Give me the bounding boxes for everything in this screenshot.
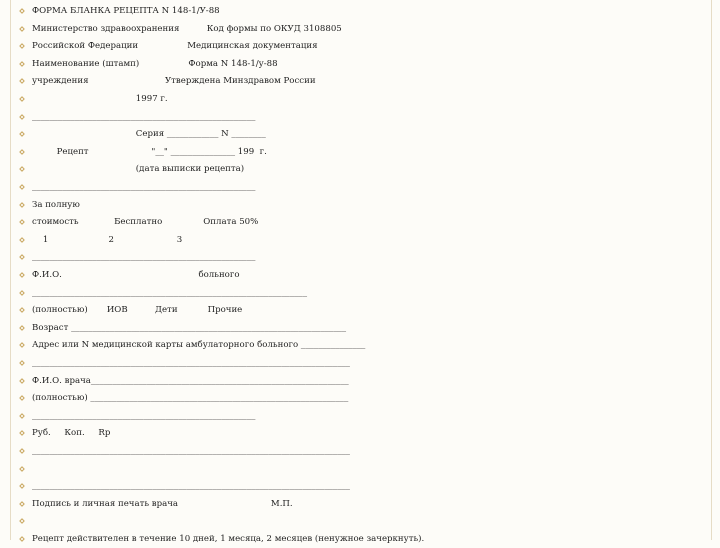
- form-line: [10, 513, 700, 530]
- form-line: [10, 91, 700, 108]
- form-line-text: Руб. Коп. Rp: [32, 428, 111, 439]
- form-line-text: Рецепт действителен в течение 10 дней, 1 месяца, 2 месяцев (ненужное зачеркнуть).: [32, 534, 425, 544]
- bullet-icon: [19, 483, 25, 489]
- form-line: [10, 179, 700, 196]
- bullet-icon: [19, 501, 25, 507]
- form-line-text: учреждения Утверждена Минздравом России: [32, 76, 316, 87]
- bullet-icon: [19, 96, 25, 102]
- form-line-text: Рецепт "__" _______________ 199 г.: [32, 146, 267, 157]
- form-line: [10, 496, 700, 513]
- form-line-text: (полностью) ____________________________________________________________: [32, 393, 349, 404]
- form-line-text: ____________________________________________________: [32, 182, 256, 192]
- form-line-text: Адрес или N медицинской карты амбулаторного больного _______________: [32, 340, 366, 351]
- bullet-icon: [19, 431, 25, 437]
- bullet-icon: [19, 519, 25, 525]
- bullet-icon: [19, 114, 25, 120]
- form-line: [10, 161, 700, 178]
- bullet-icon: [19, 360, 25, 366]
- bullet-icon: [19, 149, 25, 155]
- bullet-icon: [19, 378, 25, 384]
- bullet-icon: [19, 61, 25, 67]
- bullet-icon: [19, 219, 25, 225]
- form-line-text: (полностью) ИОВ Дети Прочие: [32, 305, 243, 316]
- form-line-text: __________________________________________________________________________: [32, 446, 350, 456]
- bullet-icon: [19, 272, 25, 278]
- form-line-text: (дата выписки рецепта): [32, 164, 245, 175]
- form-line: [10, 56, 700, 73]
- form-line-text: __________________________________________________________________________: [32, 481, 350, 492]
- form-line: [10, 232, 700, 249]
- bullet-icon: [19, 325, 25, 331]
- form-line: [10, 408, 700, 425]
- form-line: [10, 21, 700, 38]
- bullet-icon: [19, 79, 25, 85]
- form-line: [10, 109, 700, 126]
- form-line: [10, 3, 700, 20]
- bullet-icon: [19, 237, 25, 243]
- form-line-text: ____________________________________________________: [32, 252, 256, 263]
- form-line-text: Министерство здравоохранения Код формы по ОКУД 3108805: [32, 23, 342, 34]
- form-line-text: Возраст ________________________________________________________________: [32, 322, 347, 333]
- bullet-icon: [19, 167, 25, 173]
- bullet-icon: [19, 8, 25, 14]
- form-line-text: ________________________________________________________________: [32, 287, 307, 298]
- form-line: [10, 355, 700, 372]
- form-line: [10, 478, 700, 495]
- form-line-text: 1 2 3: [32, 234, 183, 245]
- bullet-icon: [19, 307, 25, 313]
- bullet-icon: [19, 536, 25, 542]
- form-line-text: Наименование (штамп) Форма N 148-1/у-88: [32, 58, 278, 69]
- bullet-icon: [19, 448, 25, 454]
- form-line-text: __________________________________________________________________________: [32, 358, 350, 368]
- form-line: [10, 144, 700, 161]
- form-line-text: Российской Федерации Медицинская документация: [32, 41, 318, 52]
- form-line: [10, 337, 700, 354]
- form-line: [10, 214, 700, 231]
- bullet-icon: [19, 26, 25, 32]
- form-line: [10, 425, 700, 442]
- form-line-text: Подпись и личная печать врача М.П.: [32, 498, 293, 509]
- form-line: [10, 38, 700, 55]
- form-line-text: 1997 г.: [32, 94, 168, 104]
- bullet-icon: [19, 131, 25, 137]
- form-line: [10, 373, 700, 390]
- form-line-text: За полную: [32, 199, 80, 210]
- form-line-text: стоимость Бесплатно Оплата 50%: [32, 217, 259, 228]
- form-line-text: ФОРМА БЛАНКА РЕЦЕПТА N 148-1/У-88: [32, 6, 220, 16]
- form-line: [10, 443, 700, 460]
- bullet-icon: [19, 184, 25, 190]
- form-line-text: Ф.И.О. больного: [32, 270, 240, 280]
- form-line-text: Ф.И.О. врача____________________________________________________________: [32, 375, 349, 386]
- bullet-icon: [19, 395, 25, 401]
- form-line: [10, 73, 700, 90]
- form-line-text: ____________________________________________________: [32, 410, 256, 421]
- form-line: [10, 197, 700, 214]
- form-line: [10, 267, 700, 284]
- form-line: [10, 126, 700, 143]
- form-line-text: Серия ____________ N ________: [32, 129, 266, 140]
- bullet-icon: [19, 413, 25, 419]
- bullet-icon: [19, 466, 25, 472]
- form-line: [10, 285, 700, 302]
- form-line: [10, 390, 700, 407]
- form-line: [10, 302, 700, 319]
- form-line-text: ____________________________________________________: [32, 111, 256, 122]
- form-line: [10, 461, 700, 478]
- bullet-icon: [19, 290, 25, 296]
- form-line: [10, 320, 700, 337]
- bullet-icon: [19, 43, 25, 49]
- form-line: [10, 249, 700, 266]
- bullet-icon: [19, 202, 25, 208]
- bullet-icon: [19, 343, 25, 349]
- bullet-icon: [19, 255, 25, 261]
